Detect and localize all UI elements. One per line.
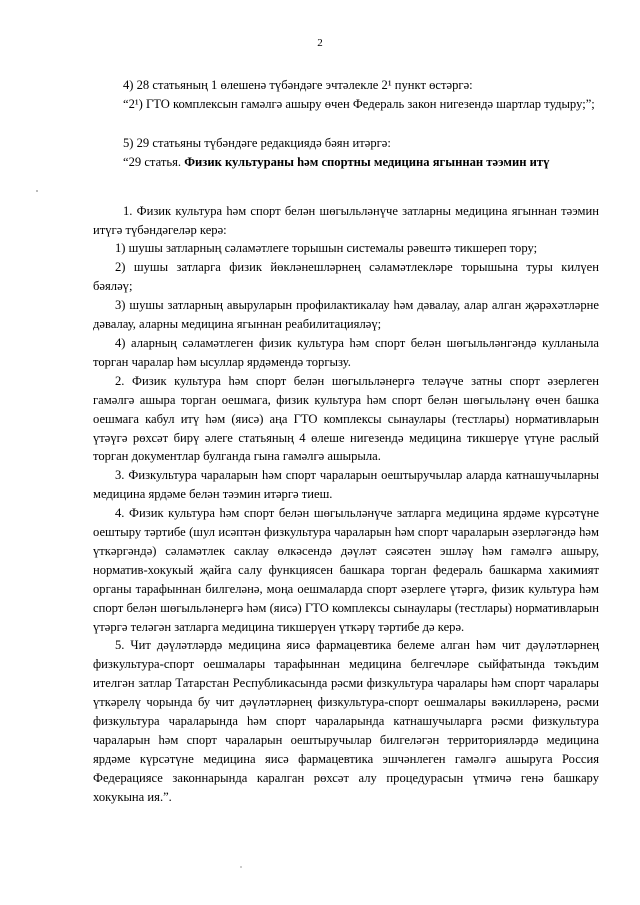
amendment-5: 5) 29 статьяны түбәндәге редакциядә бәян итәргә: [123,135,391,150]
clause-1-item-3: 3) шушы затларның авыруларын профилактикалау һәм дәвалау, алар алган җәрәхәтләрне дәвалау, аларны медицина ягыннан реабилитацияләү; [93,298,599,332]
clause-1-item-2: 2) шушы затларга физик йөкләнешләрнең сәламәтлекләре торышына туры килүен бәяләү; [93,260,599,294]
document-body [93,76,599,807]
article-29-heading [93,153,599,172]
amendment-4-text: “2¹) ГТО комплексын гамәлгә ашыру өчен Федераль закон нигезендә шартлар тудыру;”; [123,96,595,111]
clause-5: 5. Чит дәүләтләрдә медицина яисә фармацевтика белеме алган һәм чит дәүләтләрнең физкультура-спорт оешмалары тарафыннан медицина белгечләре сыйфатында тәкъдим ителгән затлар Татарстан Республикасында рәсми физкультура чаралары һәм спорт чаралары үткәрелү чорында бу чит дәүләтләрнең физкультура-спорт оешмалары вәкилләренә, рәсми физкультура чараларында һәм спорт чараларында катнашучыларга рәсми физкультура чараларын һәм спорт чараларын оештыручылар билгеләгән территорияләрдә медицина ярдәме күрсәтүне медицина яисә фармацевтика эшчәнлеген гамәлгә ашыруга Россия Федерациясе законнарында каралган рөхсәт алу процедурасын үтмичә генә башкару хокукына ия.”. [93,638,599,804]
clause-2: 2. Физик культура һәм спорт белән шөгыльләнергә теләүче затны спорт әзерлеген гамәлгә ашыра торган оешмага, физик культура һәм спорт белән шөгыльләнү өчен башка оешмага кабул итү һәм (яисә) аңа ГТО комплексы сынаулары (тестлары) нормативларын үтәүгә рөхсәт бирү әлеге статьяның 4 өлеше нигезендә медицина тикшерүе үтүне раслый торган документлар булганда гына гамәлгә ашырыла. [93,373,599,464]
scan-speck [36,190,38,192]
clause-3: 3. Физкультура чараларын һәм спорт чараларын оештыручылар аларда катнашучыларны медицина ярдәме белән тәэмин итәргә тиеш. [93,468,599,502]
scan-speck [240,866,242,868]
clause-1: 1. Физик культура һәм спорт белән шөгыльләнүче затларны медицина ягыннан тәэмин итүгә түбәндәгеләр керә: [93,203,599,237]
clause-1-item-1: 1) шушы затларның сәламәтлеге торышын системалы рәвештә тикшереп тору; [115,241,538,256]
page-number: 2 [317,37,323,49]
clause-1-item-4: 4) аларның сәламәтлеген физик культура һәм спорт белән шөгыльләнгәндә кулланыла торган чаралар һәм ысуллар ярдәмендә торгызу. [93,335,599,369]
amendment-4: 4) 28 статьяның 1 өлешенә түбәндәге эчтәлекле 2¹ пункт өстәргә: [123,78,473,92]
clause-4: 4. Физик культура һәм спорт белән шөгыльләнүче затларга медицина ярдәме күрсәтүне оештыру тәртибе (шул исәптән физкультура чараларын һәм спорт чараларын әзерләгәндә һәм үткәргәндә) сәламәтлек саклау өлкәсендә дәүләт сәясәтен эшләү һәм гамәлгә ашыру, норматив-хокукый җайга салу функциясен башкара торган федераль башкарма хакимият органы тарафыннан билгеләнә, моңа оешмаларда спорт әзерлеге үтәргә, физик культура һәм спорт белән шөгыльләнергә һәм (яисә) ГТО комплексы сынаулары (тестлары) нормативларын үтәргә теләгән затларга медицина тикшерүен үткәрү тәртибе дә керә. [93,506,599,634]
article-29-label: “29 статья. [123,154,185,169]
article-29-title: Физик культураны һәм спортны медицина ягыннан тәэмин итү [184,154,550,169]
